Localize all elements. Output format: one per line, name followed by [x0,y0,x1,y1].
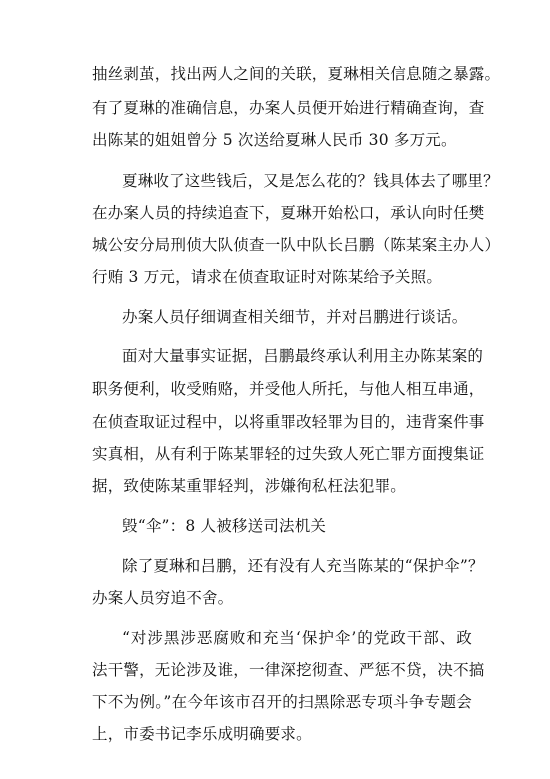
paragraph-4-line-5: 据，致使陈某重罪轻判，涉嫌徇私枉法犯罪。 [92,477,407,495]
paragraph-2-line-3: 城公安分局刑侦大队侦查一队中队长吕鹏（陈某案主办人） [92,236,501,254]
paragraph-2-line-2: 在办案人员的持续追查下，夏琳开始松口，承认向时任樊 [92,204,485,222]
paragraph-6-line-4: 上，市委书记李乐成明确要求。 [92,725,312,743]
paragraph-2-line-4: 行贿 3 万元，请求在侦查取证时对陈某给予关照。 [92,268,443,286]
paragraph-6-line-2: 法干警，无论涉及谁，一律深挖彻查、严惩不贷，决不搞 [92,661,485,679]
paragraph-6-line-3: 下不为例。”在今年该市召开的扫黑除恶专项斗争专题会 [92,693,472,711]
paragraph-4-line-2: 职务便利，收受贿赂，并受他人所托，与他人相互串通， [92,380,485,398]
paragraph-5-line-1: 除了夏琳和吕鹏，还有没有人充当陈某的“保护伞”？ [122,557,484,575]
paragraph-1-line-1: 抽丝剥茧，找出两人之间的关联，夏琳相关信息随之暴露。 [92,65,501,83]
paragraph-4-line-1: 面对大量事实证据，吕鹏最终承认利用主办陈某案的 [122,347,484,365]
paragraph-3-line-1: 办案人员仔细调查相关细节，并对吕鹏进行谈话。 [122,308,468,326]
paragraph-4-line-4: 实真相，从有利于陈某罪轻的过失致人死亡罪方面搜集证 [92,445,485,463]
paragraph-6-line-1: “对涉黑涉恶腐败和充当‘保护伞’的党政干部、政 [122,629,472,647]
paragraph-5-line-2: 办案人员穷追不舍。 [92,589,234,607]
paragraph-2-line-1: 夏琳收了这些钱后，又是怎么花的？钱具体去了哪里？ [122,172,499,190]
paragraph-1-line-3: 出陈某的姐姐曾分 5 次送给夏琳人民币 30 多万元。 [92,131,457,149]
paragraph-1-line-2: 有了夏琳的准确信息，办案人员便开始进行精确查询，查 [92,99,485,117]
section-heading: 毁“伞”：8 人被移送司法机关 [122,517,327,535]
paragraph-4-line-3: 在侦查取证过程中，以将重罪改轻罪为目的，违背案件事 [92,413,485,431]
